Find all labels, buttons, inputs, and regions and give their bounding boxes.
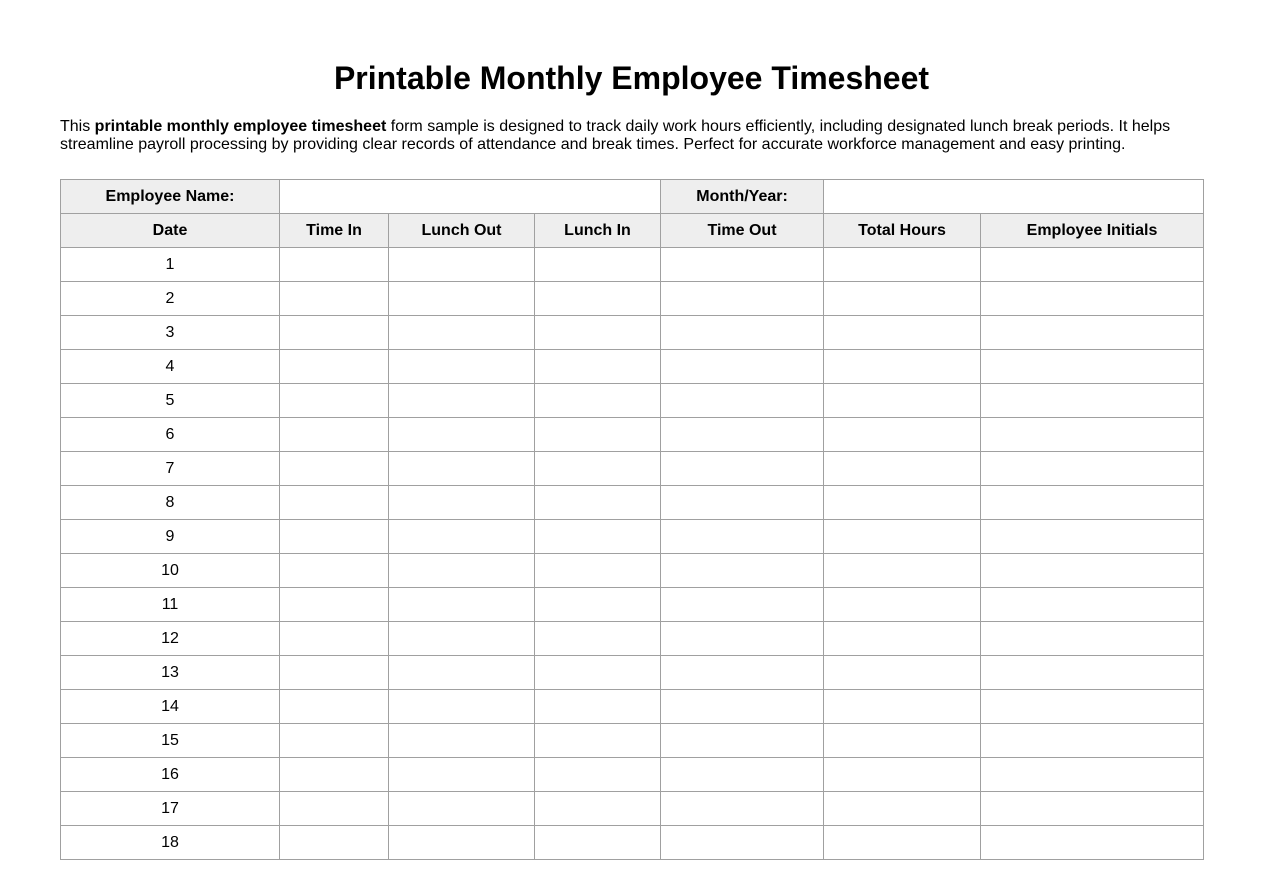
lunch-out-cell[interactable] xyxy=(389,690,535,724)
column-header-lunch-out: Lunch Out xyxy=(389,214,535,248)
intro-suffix: form sample is designed to track daily work hours efficiently, including designated lunch break periods. It helps streamline payroll processing by providing clear records of attendance and break times. Perfect for accurate workforce management and easy printing. xyxy=(60,118,1171,153)
time-in-cell[interactable] xyxy=(280,554,389,588)
page-title: Printable Monthly Employee Timesheet xyxy=(333,60,930,96)
date-cell: 18 xyxy=(61,826,280,860)
date-cell: 15 xyxy=(61,724,280,758)
employee-initials-cell[interactable] xyxy=(981,452,1204,486)
total-hours-cell[interactable] xyxy=(824,622,981,656)
employee-initials-cell[interactable] xyxy=(981,724,1204,758)
time-out-cell[interactable] xyxy=(661,622,824,656)
lunch-out-cell[interactable] xyxy=(389,758,535,792)
column-header-time-out: Time Out xyxy=(661,214,824,248)
lunch-out-cell[interactable] xyxy=(389,248,535,282)
lunch-out-cell[interactable] xyxy=(389,350,535,384)
total-hours-cell[interactable] xyxy=(824,248,981,282)
date-cell: 17 xyxy=(61,792,280,826)
date-cell: 5 xyxy=(61,384,280,418)
time-in-cell[interactable] xyxy=(280,758,389,792)
lunch-in-cell[interactable] xyxy=(535,486,661,520)
column-header-time-in: Time In xyxy=(280,214,389,248)
intro-prefix: This xyxy=(60,118,95,135)
time-out-cell[interactable] xyxy=(661,554,824,588)
column-header-date: Date xyxy=(61,214,280,248)
date-cell: 4 xyxy=(61,350,280,384)
date-cell: 12 xyxy=(61,622,280,656)
lunch-out-cell[interactable] xyxy=(389,384,535,418)
time-out-cell[interactable] xyxy=(661,418,824,452)
time-out-cell[interactable] xyxy=(661,656,824,690)
timesheet-table xyxy=(60,179,1204,860)
lunch-in-cell[interactable] xyxy=(535,792,661,826)
employee-initials-cell[interactable] xyxy=(981,418,1204,452)
table-row xyxy=(61,486,1204,520)
lunch-in-cell[interactable] xyxy=(535,588,661,622)
lunch-in-cell[interactable] xyxy=(535,248,661,282)
table-row xyxy=(61,554,1204,588)
table-row xyxy=(61,724,1204,758)
employee-initials-cell[interactable] xyxy=(981,826,1204,860)
time-out-cell[interactable] xyxy=(661,350,824,384)
total-hours-cell[interactable] xyxy=(824,792,981,826)
total-hours-cell[interactable] xyxy=(824,316,981,350)
info-row xyxy=(61,180,1204,214)
lunch-out-cell[interactable] xyxy=(389,452,535,486)
column-header-lunch-in: Lunch In xyxy=(535,214,661,248)
header-row xyxy=(61,214,1204,248)
employee-initials-cell[interactable] xyxy=(981,316,1204,350)
total-hours-cell[interactable] xyxy=(824,452,981,486)
table-row xyxy=(61,384,1204,418)
time-in-cell[interactable] xyxy=(280,248,389,282)
time-in-cell[interactable] xyxy=(280,622,389,656)
lunch-out-cell[interactable] xyxy=(389,588,535,622)
lunch-in-cell[interactable] xyxy=(535,316,661,350)
table-row xyxy=(61,452,1204,486)
employee-name-field[interactable] xyxy=(280,180,661,214)
lunch-out-cell[interactable] xyxy=(389,554,535,588)
table-row xyxy=(61,826,1204,860)
lunch-out-cell[interactable] xyxy=(389,826,535,860)
lunch-in-cell[interactable] xyxy=(535,554,661,588)
employee-initials-cell[interactable] xyxy=(981,588,1204,622)
date-cell: 3 xyxy=(61,316,280,350)
time-in-cell[interactable] xyxy=(280,792,389,826)
employee-name-label: Employee Name: xyxy=(61,180,280,214)
employee-initials-cell[interactable] xyxy=(981,758,1204,792)
time-out-cell[interactable] xyxy=(661,452,824,486)
total-hours-cell[interactable] xyxy=(824,486,981,520)
lunch-out-cell[interactable] xyxy=(389,520,535,554)
table-row xyxy=(61,622,1204,656)
total-hours-cell[interactable] xyxy=(824,520,981,554)
employee-initials-cell[interactable] xyxy=(981,554,1204,588)
date-cell: 8 xyxy=(61,486,280,520)
total-hours-cell[interactable] xyxy=(824,826,981,860)
table-row xyxy=(61,520,1204,554)
table-row xyxy=(61,248,1204,282)
total-hours-cell[interactable] xyxy=(824,418,981,452)
total-hours-cell[interactable] xyxy=(824,758,981,792)
total-hours-cell[interactable] xyxy=(824,724,981,758)
lunch-out-cell[interactable] xyxy=(389,656,535,690)
table-row xyxy=(61,588,1204,622)
total-hours-cell[interactable] xyxy=(824,350,981,384)
table-row xyxy=(61,758,1204,792)
lunch-out-cell[interactable] xyxy=(389,792,535,826)
lunch-in-cell[interactable] xyxy=(535,520,661,554)
total-hours-cell[interactable] xyxy=(824,384,981,418)
time-out-cell[interactable] xyxy=(661,690,824,724)
time-in-cell[interactable] xyxy=(280,486,389,520)
total-hours-cell[interactable] xyxy=(824,656,981,690)
intro-paragraph xyxy=(60,118,1203,154)
time-in-cell[interactable] xyxy=(280,418,389,452)
lunch-out-cell[interactable] xyxy=(389,486,535,520)
lunch-in-cell[interactable] xyxy=(535,724,661,758)
total-hours-cell[interactable] xyxy=(824,588,981,622)
lunch-in-cell[interactable] xyxy=(535,452,661,486)
time-in-cell[interactable] xyxy=(280,826,389,860)
date-cell: 7 xyxy=(61,452,280,486)
employee-initials-cell[interactable] xyxy=(981,282,1204,316)
lunch-in-cell[interactable] xyxy=(535,656,661,690)
lunch-in-cell[interactable] xyxy=(535,282,661,316)
time-in-cell[interactable] xyxy=(280,724,389,758)
time-in-cell[interactable] xyxy=(280,656,389,690)
time-out-cell[interactable] xyxy=(661,282,824,316)
lunch-out-cell[interactable] xyxy=(389,622,535,656)
time-out-cell[interactable] xyxy=(661,588,824,622)
lunch-in-cell[interactable] xyxy=(535,350,661,384)
employee-initials-cell[interactable] xyxy=(981,520,1204,554)
month-year-label: Month/Year: xyxy=(661,180,824,214)
date-cell: 16 xyxy=(61,758,280,792)
time-out-cell[interactable] xyxy=(661,316,824,350)
employee-initials-cell[interactable] xyxy=(981,384,1204,418)
table-row xyxy=(61,282,1204,316)
time-in-cell[interactable] xyxy=(280,350,389,384)
time-out-cell[interactable] xyxy=(661,724,824,758)
column-header-employee-initials: Employee Initials xyxy=(981,214,1204,248)
time-out-cell[interactable] xyxy=(661,248,824,282)
employee-initials-cell[interactable] xyxy=(981,656,1204,690)
month-year-field[interactable] xyxy=(824,180,1204,214)
date-cell: 1 xyxy=(61,248,280,282)
time-in-cell[interactable] xyxy=(280,520,389,554)
table-row xyxy=(61,316,1204,350)
time-out-cell[interactable] xyxy=(661,486,824,520)
time-in-cell[interactable] xyxy=(280,690,389,724)
lunch-out-cell[interactable] xyxy=(389,724,535,758)
time-in-cell[interactable] xyxy=(280,452,389,486)
time-in-cell[interactable] xyxy=(280,316,389,350)
date-cell: 13 xyxy=(61,656,280,690)
time-out-cell[interactable] xyxy=(661,384,824,418)
lunch-out-cell[interactable] xyxy=(389,418,535,452)
date-cell: 14 xyxy=(61,690,280,724)
date-cell: 11 xyxy=(61,588,280,622)
lunch-in-cell[interactable] xyxy=(535,690,661,724)
lunch-in-cell[interactable] xyxy=(535,826,661,860)
employee-initials-cell[interactable] xyxy=(981,350,1204,384)
timesheet-rows xyxy=(61,248,1204,860)
lunch-in-cell[interactable] xyxy=(535,622,661,656)
time-in-cell[interactable] xyxy=(280,588,389,622)
time-out-cell[interactable] xyxy=(661,758,824,792)
employee-initials-cell[interactable] xyxy=(981,792,1204,826)
time-in-cell[interactable] xyxy=(280,282,389,316)
time-out-cell[interactable] xyxy=(661,520,824,554)
date-cell: 2 xyxy=(61,282,280,316)
lunch-out-cell[interactable] xyxy=(389,282,535,316)
date-cell: 6 xyxy=(61,418,280,452)
table-row xyxy=(61,350,1204,384)
employee-initials-cell[interactable] xyxy=(981,690,1204,724)
time-out-cell[interactable] xyxy=(661,792,824,826)
lunch-in-cell[interactable] xyxy=(535,384,661,418)
employee-initials-cell[interactable] xyxy=(981,486,1204,520)
total-hours-cell[interactable] xyxy=(824,554,981,588)
date-cell: 10 xyxy=(61,554,280,588)
table-row xyxy=(61,418,1204,452)
lunch-in-cell[interactable] xyxy=(535,758,661,792)
table-row xyxy=(61,656,1204,690)
table-row xyxy=(61,792,1204,826)
column-header-total-hours: Total Hours xyxy=(824,214,981,248)
time-out-cell[interactable] xyxy=(661,826,824,860)
employee-initials-cell[interactable] xyxy=(981,248,1204,282)
employee-initials-cell[interactable] xyxy=(981,622,1204,656)
lunch-in-cell[interactable] xyxy=(535,418,661,452)
intro-bold: printable monthly employee timesheet xyxy=(94,118,387,135)
time-in-cell[interactable] xyxy=(280,384,389,418)
table-row xyxy=(61,690,1204,724)
lunch-out-cell[interactable] xyxy=(389,316,535,350)
total-hours-cell[interactable] xyxy=(824,282,981,316)
total-hours-cell[interactable] xyxy=(824,690,981,724)
date-cell: 9 xyxy=(61,520,280,554)
